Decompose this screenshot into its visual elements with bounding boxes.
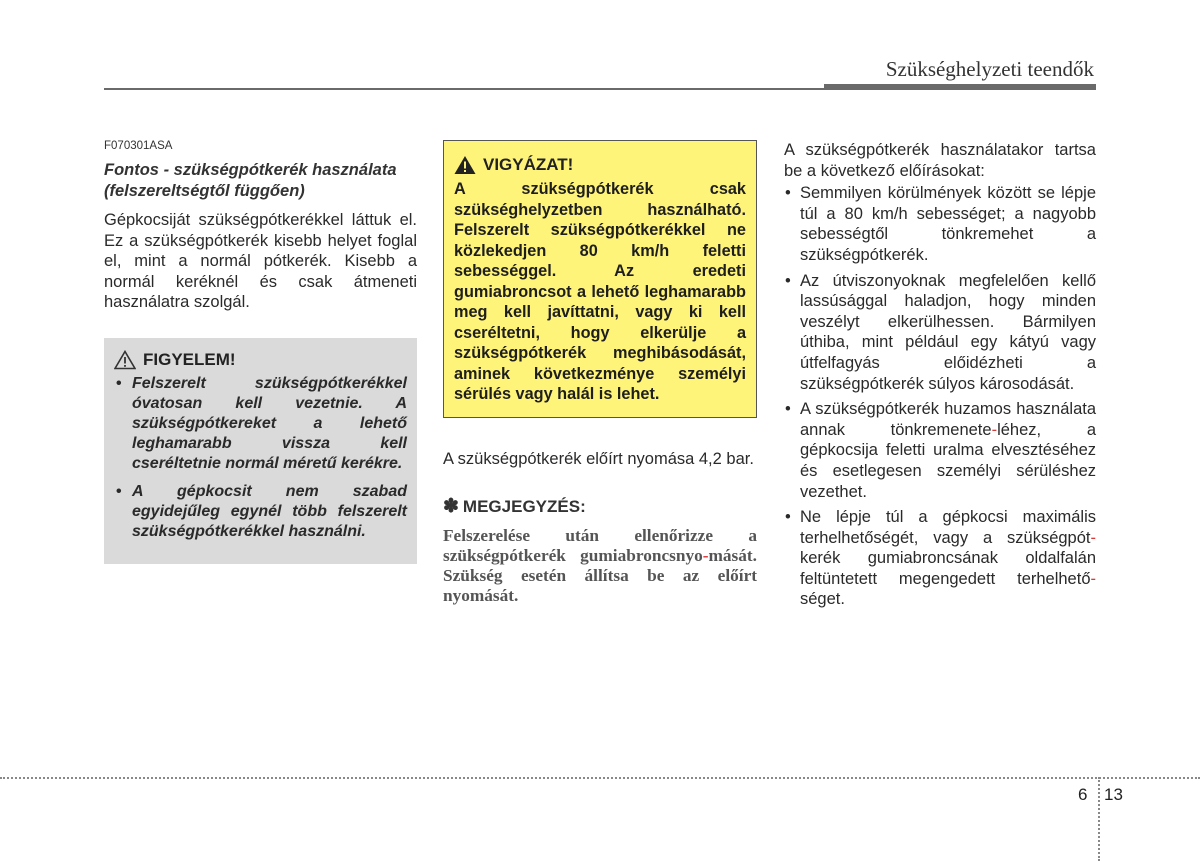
hyphen-mark: - xyxy=(702,546,709,566)
warning-triangle-icon xyxy=(114,350,136,370)
warning-item: • A gépkocsit nem szabad egyidejűleg egynél több felszerelt szükségpótkerékkel használni. xyxy=(114,482,407,542)
note-text-part: mását. Szükség esetén állítsa be az előírt nyomását. xyxy=(443,546,757,606)
caution-text: A szükségpótkerék csak szükséghelyzetben használható. Felszerelt szükségpótkerékkel ne közlekedjen 80 km/h feletti sebességgel. Az eredeti gumiabroncsot a lehető leghamarabb meg kell javíttatni, vagy ki kell cseréltetni, hogy elkerülje a szükségpótkerék meghibásodását, aminek következménye személyi sérülés vagy halál is lehet. xyxy=(454,180,746,403)
warning-box xyxy=(104,338,417,564)
rules-list xyxy=(784,183,1096,610)
footer-rule xyxy=(0,777,1200,779)
warning-header xyxy=(114,350,407,370)
rule-text: séget. xyxy=(800,590,845,609)
rule-item xyxy=(784,399,1096,502)
rule-item xyxy=(784,183,1096,265)
rules-intro: A szükségpótkerék használatakor tartsa be a következő előírásokat: xyxy=(784,141,1096,180)
note-text xyxy=(443,526,757,606)
note-label: MEGJEGYZÉS: xyxy=(462,496,586,516)
rule-text: A szükségpótkerék huzamos használata annak tönkremenete xyxy=(800,400,1096,439)
hyphen-mark: - xyxy=(1090,528,1096,547)
footer-divider xyxy=(1098,777,1100,861)
rule-text: Semmilyen körülmények között se lépje túl a 80 km/h sebességet; a nagyobb sebességtől tönkremehet a szükségpótkerék. xyxy=(800,184,1096,264)
hyphen-mark: - xyxy=(1090,569,1096,588)
caution-triangle-icon xyxy=(454,155,476,175)
rule-item xyxy=(784,271,1096,395)
rule-text: léhez, a gépkocsija feletti uralma elvesztéséhez és esetlegesen személyi sérüléshez vezethet. xyxy=(800,420,1097,501)
section-intro: Gépkocsiját szükségpótkerékkel láttuk el. Ez a szükségpótkerék kisebb helyet foglal el, mint a normál pótkerék. Kisebb a normál keréknél és csak átmeneti használatra szolgál. xyxy=(104,211,417,312)
column-middle xyxy=(443,140,757,606)
header-rule xyxy=(104,88,824,90)
hyphen-mark: - xyxy=(991,420,998,439)
section-title: Fontos - szükségpótkerék használata (felszereltségtől függően) xyxy=(104,161,397,200)
column-left xyxy=(104,140,417,564)
note-header xyxy=(443,495,757,518)
rule-text: Ne lépje túl a gépkocsi maximális terhelhetőségét, vagy a szükségpót xyxy=(800,508,1096,547)
pressure-text: A szükségpótkerék előírt nyomása 4,2 bar. xyxy=(443,449,754,468)
caution-label: VIGYÁZAT! xyxy=(483,155,574,174)
warning-label: FIGYELEM! xyxy=(143,349,236,369)
page-header-title: Szükséghelyzeti teendők xyxy=(885,57,1094,81)
rule-text: Az útviszonyoknak megfelelően kellő lassúsággal haladjon, hogy minden veszélyt elkerülhessen. Bármilyen úthiba, mint például egy kátyú vagy útfelfagyás előidézheti a szükségpótkerék súlyos károsodását. xyxy=(800,271,1096,393)
rule-item xyxy=(784,507,1096,610)
section-code: F070301ASA xyxy=(104,140,173,152)
page-number: 13 xyxy=(1104,785,1123,804)
caution-header xyxy=(454,155,746,175)
caution-box xyxy=(443,140,757,418)
warning-item: • Felszerelt szükségpótkerékkel óvatosan kell vezetnie. A szükségpótkereket a lehető leghamarabb vissza kell cseréltetnie normál méretű kerékre. xyxy=(114,374,407,474)
chapter-number: 6 xyxy=(1078,785,1088,804)
asterisk-icon: ✽ xyxy=(443,496,459,518)
rule-text: kerék gumiabroncsának oldalfalán feltüntetett megengedett terhelhető xyxy=(800,549,1096,588)
warning-list xyxy=(114,374,407,542)
column-right xyxy=(784,140,1096,615)
note-text-part: Felszerelése után ellenőrizze a szükségpótkerék gumiabroncsnyo xyxy=(443,526,757,566)
header-rule-accent xyxy=(824,84,1096,90)
